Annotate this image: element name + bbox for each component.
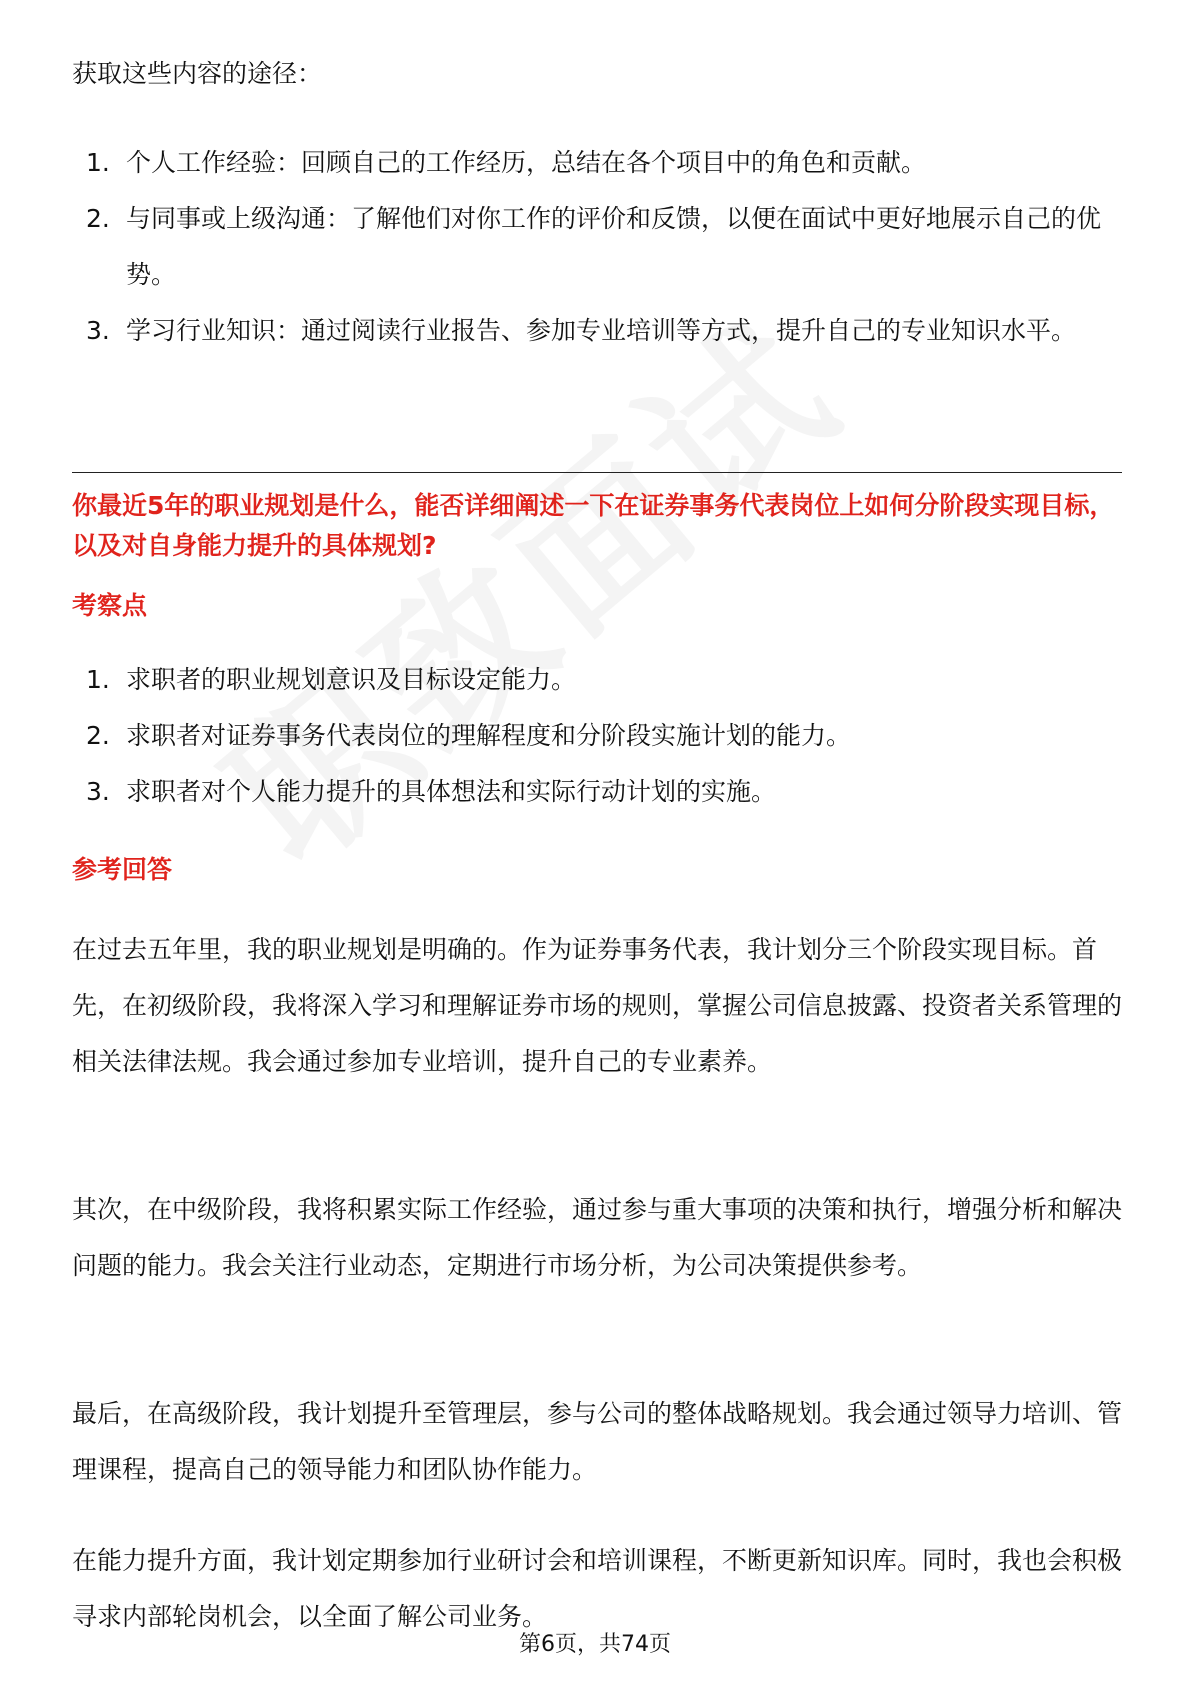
list-item-text: 求职者的职业规划意识及目标设定能力。: [126, 665, 577, 694]
intro-text: 获取这些内容的途径：: [72, 59, 323, 88]
list-item: [72, 708, 1122, 764]
list-item-text: 与同事或上级沟通：了解他们对你工作的评价和反馈，以便在面试中更好地展示自己的优势。: [126, 204, 1102, 289]
section-divider: [72, 472, 1122, 473]
list-item-text: 求职者对个人能力提升的具体想法和实际行动计划的实施。: [126, 777, 777, 806]
list-item: [72, 135, 1122, 191]
list-number: 3.: [86, 777, 110, 806]
list-item-text: 学习行业知识：通过阅读行业报告、参加专业培训等方式，提升自己的专业知识水平。: [126, 316, 1077, 345]
interview-question: 你最近5年的职业规划是什么，能否详细阐述一下在证券事务代表岗位上如何分阶段实现目标，以及对自身能力提升的具体规划?: [72, 491, 1115, 560]
list-item-text: 个人工作经验：回顾自己的工作经历，总结在各个项目中的角色和贡献。: [126, 148, 927, 177]
answer-paragraph: 在过去五年里，我的职业规划是明确的。作为证券事务代表，我计划分三个阶段实现目标。首先，在初级阶段，我将深入学习和理解证券市场的规则，掌握公司信息披露、投资者关系管理的相关法律法规。我会通过参加专业培训，提升自己的专业素养。: [72, 935, 1123, 1076]
answer-paragraph: 最后，在高级阶段，我计划提升至管理层，参与公司的整体战略规划。我会通过领导力培训、管理课程，提高自己的领导能力和团队协作能力。: [72, 1399, 1123, 1484]
list-item-text: 求职者对证券事务代表岗位的理解程度和分阶段实施计划的能力。: [126, 721, 852, 750]
list-number: 1.: [86, 665, 110, 694]
answer-paragraph: 其次，在中级阶段，我将积累实际工作经验，通过参与重大事项的决策和执行，增强分析和解决问题的能力。我会关注行业动态，定期进行市场分析，为公司决策提供参考。: [72, 1195, 1123, 1280]
section-heading-reference-answer: 参考回答: [72, 855, 173, 884]
list-number: 1.: [86, 148, 110, 177]
list-number: 2.: [86, 204, 110, 233]
section-heading-assessment: 考察点: [72, 591, 148, 620]
list-item: [72, 764, 1122, 820]
list-item: [72, 652, 1122, 708]
list-item: [72, 191, 1122, 303]
list-number: 2.: [86, 721, 110, 750]
answer-paragraph: 在能力提升方面，我计划定期参加行业研讨会和培训课程，不断更新知识库。同时，我也会积极寻求内部轮岗机会，以全面了解公司业务。: [72, 1546, 1123, 1631]
page-number-footer: 第6页，共74页: [519, 1632, 671, 1657]
list-item: [72, 303, 1122, 359]
assessment-list: [72, 652, 1122, 820]
ways-list: [72, 135, 1122, 359]
list-number: 3.: [86, 316, 110, 345]
